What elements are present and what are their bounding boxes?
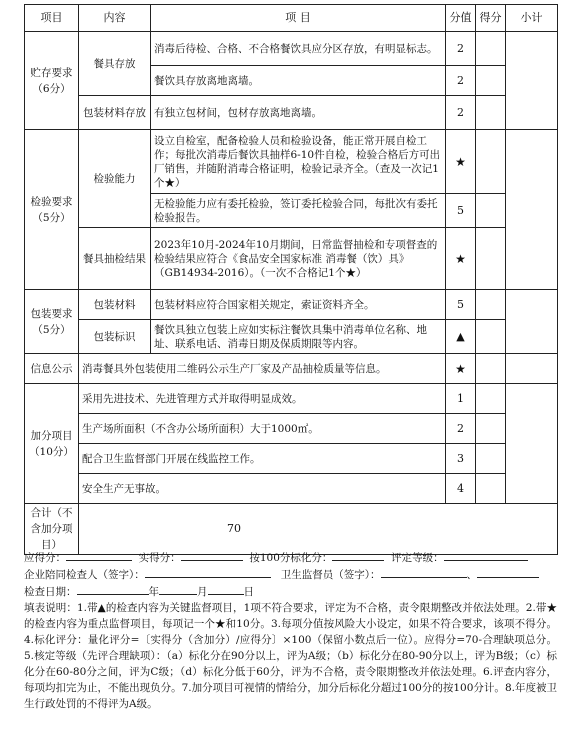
date-day-label: 日 bbox=[243, 586, 254, 598]
expected-score-field[interactable] bbox=[66, 549, 132, 561]
bonus-item-2: 生产场所面积（不含办公场所面积）大于1000㎡。 bbox=[79, 414, 446, 444]
storage-score-3: 2 bbox=[446, 96, 476, 130]
storage-get-score-1[interactable] bbox=[476, 32, 506, 66]
grade-label: 评定等级： bbox=[391, 552, 444, 564]
section-bonus-name: 加分项目（10分） bbox=[25, 384, 79, 504]
packaging-get-score-1[interactable] bbox=[476, 290, 506, 320]
date-year-label: 年 bbox=[148, 586, 159, 598]
date-month-label: 月 bbox=[197, 586, 208, 598]
table-row bbox=[25, 320, 558, 354]
packaging-score-2: ▲ bbox=[446, 320, 476, 354]
date-day-field[interactable] bbox=[208, 583, 244, 595]
company-signer-label: 企业陪同检查人（签字）： bbox=[24, 569, 145, 581]
disclosure-score-1: ★ bbox=[446, 354, 476, 384]
header-subtotal: 小计 bbox=[506, 5, 558, 32]
packaging-get-score-2[interactable] bbox=[476, 320, 506, 354]
inspection-date-label: 检查日期： bbox=[24, 586, 77, 598]
bonus-item-4: 安全生产无事故。 bbox=[79, 474, 446, 504]
actual-score-field[interactable] bbox=[181, 549, 243, 561]
inspection-get-score-1[interactable] bbox=[476, 130, 506, 194]
header-get-score: 得分 bbox=[476, 5, 506, 32]
bonus-subtotal[interactable] bbox=[506, 384, 558, 504]
form-instructions: 填表说明：1.带▲的检查内容为关键监督项目，1项不符合要求，评定为不合格，责令限期整改并依法处理。2.带★的检查内容为重点监督项目，每项记一个★和10分。3.每项分值按风险大小设定，如果不符合要求，该项不得分。4.标化评分：量化评分=〔实得分（含加分）/应得分〕×100（保留小数点后一位）。应得分=70-合理缺项总分。5.核定等级（先评合理缺项）：（a）标化分在90分以上，评为A级；（b）标化分在80-90分以上，评为B级；（c）标化分在60-80分之间，评为C级；（d）标化分低于60分，评为不合格，责令限期整改并依法处理。6.评查内容分，每项均扣完为止，不能出现负分。7.加分项目可视情的情给分，加分后标化分超过100分的按100分计。8.年度被卫生行政处罚的不得评为A级。 bbox=[24, 602, 557, 710]
standard-score-field[interactable] bbox=[332, 549, 384, 561]
bonus-get-score-2[interactable] bbox=[476, 414, 506, 444]
total-value: 70 bbox=[79, 504, 558, 555]
storage-get-score-3[interactable] bbox=[476, 96, 506, 130]
storage-item-2: 餐饮具存放离地离墙。 bbox=[151, 66, 446, 96]
actual-score-label: 实得分： bbox=[138, 552, 181, 564]
table-row bbox=[25, 96, 558, 130]
header-content: 内容 bbox=[79, 5, 151, 32]
header-project: 项目 bbox=[25, 5, 79, 32]
inspection-get-score-3[interactable] bbox=[476, 228, 506, 290]
inspector-signer-field-2[interactable] bbox=[477, 566, 539, 578]
storage-item-3: 有独立包材间，包材存放离地离墙。 bbox=[151, 96, 446, 130]
packaging-sub-label: 包装标识 bbox=[79, 320, 151, 354]
storage-score-2: 2 bbox=[446, 66, 476, 96]
storage-subtotal[interactable] bbox=[506, 32, 558, 130]
storage-score-1: 2 bbox=[446, 32, 476, 66]
form-footer bbox=[24, 549, 557, 712]
table-row bbox=[25, 228, 558, 290]
bonus-item-3: 配合卫生监督部门开展在线监控工作。 bbox=[79, 444, 446, 474]
inspection-item-3: 2023年10月-2024年10月期间，日常监督抽检和专项督查的检验结果应符合《食品安全国家标准 消毒餐（饮）具》（GB14934-2016）。（一次不合格记1个★） bbox=[151, 228, 446, 290]
storage-get-score-2[interactable] bbox=[476, 66, 506, 96]
bonus-get-score-3[interactable] bbox=[476, 444, 506, 474]
grade-field[interactable] bbox=[444, 549, 528, 561]
bonus-score-4: 4 bbox=[446, 474, 476, 504]
bonus-get-score-4[interactable] bbox=[476, 474, 506, 504]
bonus-score-3: 3 bbox=[446, 444, 476, 474]
storage-sub-tableware: 餐具存放 bbox=[79, 32, 151, 96]
signer-separator: 、 bbox=[466, 569, 478, 581]
table-row bbox=[25, 32, 558, 66]
bonus-get-score-1[interactable] bbox=[476, 384, 506, 414]
header-item: 项 目 bbox=[151, 5, 446, 32]
inspection-sub-capability: 检验能力 bbox=[79, 130, 151, 228]
inspection-sub-sampling: 餐具抽检结果 bbox=[79, 228, 151, 290]
packaging-score-1: 5 bbox=[446, 290, 476, 320]
standard-score-label: 按100分标化分： bbox=[249, 552, 333, 564]
company-signer-field[interactable] bbox=[145, 566, 271, 578]
disclosure-get-score-1[interactable] bbox=[476, 354, 506, 384]
bonus-item-1: 采用先进技术、先进管理方式并取得明显成效。 bbox=[79, 384, 446, 414]
inspection-subtotal[interactable] bbox=[506, 130, 558, 290]
date-year-field[interactable] bbox=[77, 583, 149, 595]
date-line bbox=[24, 583, 557, 600]
section-packaging-name: 包装要求（5分） bbox=[25, 290, 79, 354]
inspector-signer-label: 卫生监督员（签字）： bbox=[280, 569, 381, 581]
storage-sub-packaging: 包装材料存放 bbox=[79, 96, 151, 130]
packaging-item-2: 餐饮具独立包装上应如实标注餐饮具集中消毒单位名称、地址、联系电话、消毒日期及保质期限等内容。 bbox=[151, 320, 446, 354]
score-summary-line bbox=[24, 549, 557, 566]
packaging-subtotal[interactable] bbox=[506, 290, 558, 354]
section-storage-name: 贮存要求（6分） bbox=[25, 32, 79, 130]
inspection-score-3: ★ bbox=[446, 228, 476, 290]
bonus-score-2: 2 bbox=[446, 414, 476, 444]
inspection-score-table bbox=[24, 4, 558, 555]
total-label: 合计（不含加分项目） bbox=[25, 504, 79, 555]
bonus-score-1: 1 bbox=[446, 384, 476, 414]
storage-item-1: 消毒后待检、合格、不合格餐饮具应分区存放，有明显标志。 bbox=[151, 32, 446, 66]
packaging-item-1: 包装材料应符合国家相关规定，索证资料齐全。 bbox=[151, 290, 446, 320]
disclosure-item-1: 消毒餐具外包装使用二维码公示生产厂家及产品抽检质量等信息。 bbox=[79, 354, 446, 384]
table-header-row bbox=[25, 5, 558, 32]
table-row bbox=[25, 414, 558, 444]
section-disclosure-name: 信息公示 bbox=[25, 354, 79, 384]
header-score: 分值 bbox=[446, 5, 476, 32]
expected-score-label: 应得分： bbox=[24, 552, 66, 564]
table-row bbox=[25, 444, 558, 474]
inspection-item-2: 无检验能力应有委托检验，签订委托检验合同，每批次有委托检验报告。 bbox=[151, 194, 446, 228]
inspection-get-score-2[interactable] bbox=[476, 194, 506, 228]
inspection-score-1: ★ bbox=[446, 130, 476, 194]
inspection-item-1: 设立自检室，配备检验人员和检验设备，能正常开展自检工作；每批次消毒后餐饮具抽样6-10件自检，检验合格后方可出厂销售，并随附消毒合格证明，检验记录齐全。（查及一次记1个★） bbox=[151, 130, 446, 194]
section-inspection-name: 检验要求（5分） bbox=[25, 130, 79, 290]
disclosure-subtotal[interactable] bbox=[506, 354, 558, 384]
signature-line bbox=[24, 566, 557, 583]
table-row bbox=[25, 474, 558, 504]
table-row bbox=[25, 290, 558, 320]
inspector-signer-field-1[interactable] bbox=[381, 566, 467, 578]
date-month-field[interactable] bbox=[159, 583, 197, 595]
packaging-sub-material: 包装材料 bbox=[79, 290, 151, 320]
table-row bbox=[25, 384, 558, 414]
table-row bbox=[25, 130, 558, 194]
table-row bbox=[25, 354, 558, 384]
total-row bbox=[25, 504, 558, 555]
inspection-score-2: 5 bbox=[446, 194, 476, 228]
